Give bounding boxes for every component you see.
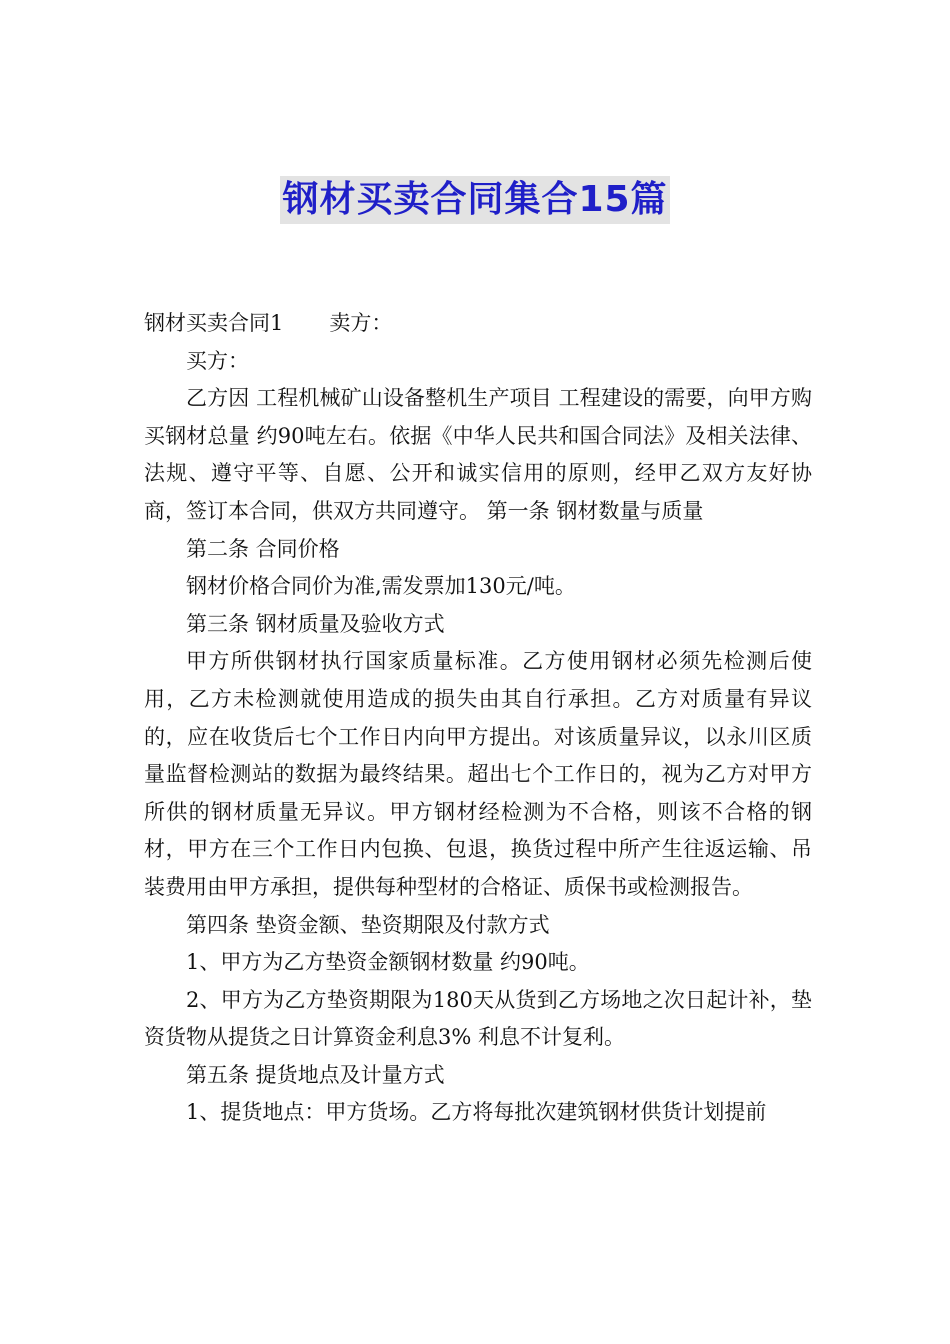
contract-heading: 钢材买卖合同1 — [144, 311, 284, 335]
paragraph: 钢材价格合同价为准,需发票加130元/吨。 — [186, 574, 576, 599]
seller-label: 卖方： — [329, 311, 393, 335]
paragraph: 甲方所供钢材执行国家质量标准。乙方使用钢材必须先检测后使用，乙方未检测就使用造成的损失由其自行承担。乙方对质量有异议的，应在收货后七个工作日内向甲方提出。对该质量异议，以永川区质量监督检测站的数据为最终结果。超出七个工作日的，视为乙方对甲方所供的钢材质量无异议。甲方钢材经检测为不合格，则该不合格的钢材，甲方在三个工作日内包换、包退，换货过程中所产生往返运输、吊装费用由甲方承担，提供每种型材的合格证、质保书或检测报告。 — [144, 649, 812, 899]
paragraph: 1、甲方为乙方垫资金额钢材数量 约90吨。 — [186, 950, 590, 975]
section-heading: 第五条 提货地点及计量方式 — [186, 1062, 445, 1087]
section-heading: 第三条 钢材质量及验收方式 — [186, 611, 445, 636]
paragraph: 1、提货地点：甲方货场。乙方将每批次建筑钢材供货计划提前 — [186, 1100, 767, 1125]
paragraph: 乙方因 工程机械矿山设备整机生产项目 工程建设的需要，向甲方购买钢材总量 约90吨左右。依据《中华人民共和国合同法》及相关法律、法规、遵守平等、自愿、公开和诚实信用的原则，经甲乙双方友好协商，签订本合同，供双方共同遵守。 第一条 钢材数量与质量 — [144, 386, 812, 523]
section-heading: 第四条 垫资金额、垫资期限及付款方式 — [186, 912, 550, 937]
heading-line — [144, 305, 812, 343]
paragraph: 2、甲方为乙方垫资期限为180天从货到乙方场地之次日起计补，垫资货物从提货之日计算资金利息3% 利息不计复利。 — [144, 987, 812, 1050]
document-title: 钢材买卖合同集合15篇 — [280, 176, 669, 224]
title-container — [0, 176, 950, 224]
document-body — [144, 305, 812, 1132]
paragraph: 买方： — [186, 348, 249, 373]
section-heading: 第二条 合同价格 — [186, 536, 340, 561]
